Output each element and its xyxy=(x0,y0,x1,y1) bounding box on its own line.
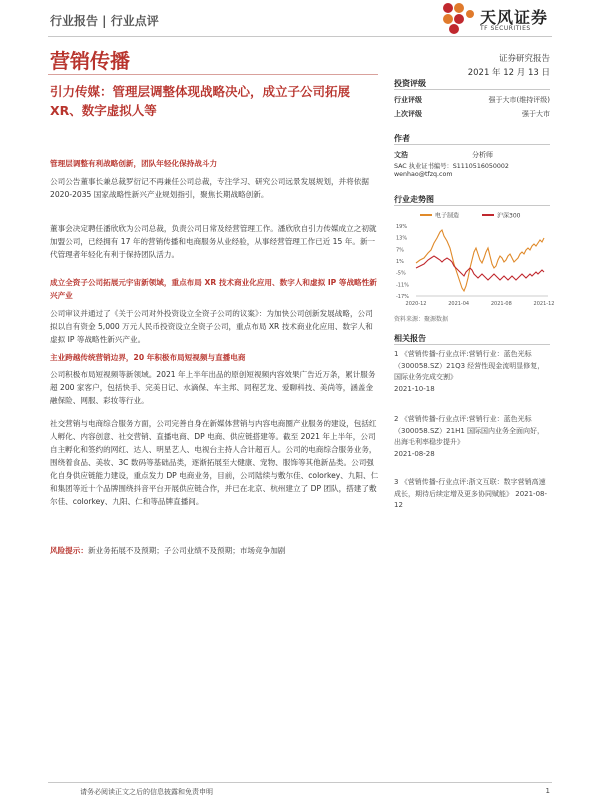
y-tick-label: 13% xyxy=(396,235,408,242)
related-report-2[interactable] xyxy=(394,414,550,460)
y-tick-label: 7% xyxy=(396,247,404,254)
y-tick-label: 19% xyxy=(396,224,408,230)
rating-value: 强于大市(维持评级) xyxy=(488,96,550,104)
related-title: 《营销传播-行业点评:浙文互联：数字营销高速成长，期待后续定增及更多协同赋能》 xyxy=(394,478,546,498)
trend-heading: 行业走势图 xyxy=(394,195,434,204)
author-name: 文浩 xyxy=(394,151,408,159)
logo-dot-4 xyxy=(454,14,464,24)
paragraph-2: 董事会决定聘任潘欣欣为公司总裁，负责公司日常及经营管理工作。潘欣欣自引力传媒成立之初就加盟公司，已经拥有 17 年的营销传播和电商服务从业经验，从事经营管理工作已近 15 年。新一代管理者年轻化有利于保持团队活力。 xyxy=(50,224,377,259)
y-axis-ticks xyxy=(396,224,409,300)
section-heading-1: 管理层调整有利战略创新，团队年轻化保持战斗力 xyxy=(50,159,218,168)
prev-rating-value: 强于大市 xyxy=(522,110,550,118)
related-report-1[interactable] xyxy=(394,349,550,395)
footer-disclaimer: 请务必阅读正文之后的信息披露和免责申明 xyxy=(80,788,213,796)
logo-dot-6 xyxy=(466,10,474,18)
x-tick-label: 2021-12 xyxy=(533,301,555,307)
x-tick-label: 2020-12 xyxy=(405,301,427,307)
prev-rating-label: 上次评级 xyxy=(394,110,422,118)
section-heading-2: 成立全资子公司拓展元宇宙新领域，重点布局 XR 技术商业化应用、数字人和虚拟 IP 等战略性新兴产业 xyxy=(50,278,377,300)
sector-title: 营销传播 xyxy=(50,49,130,73)
paragraph-3: 公司审议并通过了《关于公司对外投资设立全资子公司的议案》：为加快公司创新发展战略，公司拟以自有资金 5,000 万元人民币投资设立全资子公司，重点布局 XR 技术商业化应用、数字人和虚拟 IP 等战略性新兴产业。 xyxy=(50,309,373,344)
related-heading: 相关报告 xyxy=(394,334,426,343)
industry-trend-chart xyxy=(394,208,555,308)
author-heading: 作者 xyxy=(394,134,410,143)
related-title: 《营销传播-行业点评:营销行业：蓝色光标（300058.SZ）21H1 国际国内业务全面向好，出海毛利率稳步提升》 xyxy=(394,415,545,446)
legend-label-sector: 电子制造 xyxy=(435,212,460,220)
related-title: 《营销传播-行业点评:营销行业：蓝色光标（300058.SZ）21Q3 经营性现金流明显修复，国际业务完成交割》 xyxy=(394,350,545,381)
rating-divider xyxy=(394,89,550,90)
related-date: 2021-10-18 xyxy=(394,384,435,393)
y-tick-label: -5% xyxy=(396,270,406,277)
related-divider xyxy=(394,344,550,345)
author-divider xyxy=(394,144,550,145)
legend-label-index: 沪深300 xyxy=(497,212,521,220)
x-tick-label: 2021-08 xyxy=(490,301,512,307)
author-cert: SAC 执业证书编号：S1110516050002 xyxy=(394,163,509,170)
related-report-3[interactable] xyxy=(394,477,550,512)
report-title: 引力传媒：管理层调整体现战略决心，成立子公司拓展 XR、数字虚拟人等 xyxy=(50,84,351,118)
paragraph-4: 公司积极布局短视频等新领域。2021 年上半年出品的原创短视频内容效果广告近万条，累计服务超 200 家客户，包括快手、完美日记、水滴保、车主邦、同程艺龙、爱聊科技、美尚等，涵盖金融保险、网服、彩妆等行业。 xyxy=(50,370,376,405)
related-date: 2021-08-28 xyxy=(394,449,435,458)
risk-label: 风险提示： xyxy=(50,546,88,555)
related-no: 2 xyxy=(394,415,399,423)
y-tick-label: -11% xyxy=(396,282,409,289)
related-no: 1 xyxy=(394,350,399,358)
footer-divider xyxy=(48,782,552,783)
page-number: 1 xyxy=(545,787,550,795)
series-line-sector xyxy=(416,230,544,291)
paragraph-1: 公司公告董事长兼总裁罗衍记不再兼任公司总裁，专注学习、研究公司远景发展规划，并将依据 2020-2035 国家战略性新兴产业规划指引，聚焦长期战略创新。 xyxy=(50,177,369,199)
y-tick-label: -17% xyxy=(396,294,409,300)
report-type: 证券研究报告 xyxy=(498,54,550,64)
chart-source: 资料来源：聚源数据 xyxy=(394,316,449,323)
rating-label: 行业评级 xyxy=(394,96,422,104)
risk-warning xyxy=(50,544,380,557)
logo-dot-5 xyxy=(449,24,459,34)
related-no: 3 xyxy=(394,478,399,486)
related-date: 2021-08-12 xyxy=(394,489,548,509)
author-role: 分析师 xyxy=(472,151,493,159)
logo-dot-1 xyxy=(443,3,453,13)
rating-heading: 投资评级 xyxy=(394,79,426,88)
y-tick-label: 1% xyxy=(396,259,404,265)
title-divider xyxy=(48,74,378,75)
report-date: 2021 年 12 月 13 日 xyxy=(467,68,550,78)
x-axis-ticks xyxy=(406,301,555,307)
trend-divider xyxy=(394,205,550,206)
x-tick-label: 2021-04 xyxy=(448,301,470,307)
paragraph-5: 社交营销与电商综合服务方面，公司完善自身在新媒体营销与内容电商圈产业服务的建设，包括红人孵化、内容创意、社交营销、直播电商、DP 电商、供应链搭建等。截至 2021 年上半年，公司自主孵化和签约的网红、达人、明星艺人、电视台主持人合计超百人。公司的电商综合服务业务，围绕着食品、美妆、3C 数码等基础品类，逐渐拓展至大健康、宠物、服饰等其他新品类。公司强化自身供应链能力建设，重点发力 DP 电商业务，目前，公司陆续与敷尔佳、colorkey、九阳、仁和集团等近十个品牌围绕抖音平台开展供应链合作，并已在北京、杭州建立了 DP 团队，搭建了敷尔佳、colorkey、九阳、仁和等品牌直播间。 xyxy=(50,419,379,506)
risk-text: 新业务拓展不及预期；子公司业绩不及预期；市场竞争加剧 xyxy=(87,546,286,555)
logo-dot-2 xyxy=(454,3,464,13)
report-category: 行业报告 | 行业点评 xyxy=(50,14,159,28)
logo-text-en: TF SECURITIES xyxy=(480,25,531,32)
header-divider xyxy=(48,36,552,37)
logo-dot-3 xyxy=(443,14,453,24)
logo-text-cn: 天风证券 xyxy=(480,8,549,27)
author-email[interactable]: wenhao@tfzq.com xyxy=(394,171,453,178)
section-heading-3: 主业跨越传统营销边界，20 年积极布局短视频与直播电商 xyxy=(50,353,246,362)
chart-legend xyxy=(420,212,521,220)
